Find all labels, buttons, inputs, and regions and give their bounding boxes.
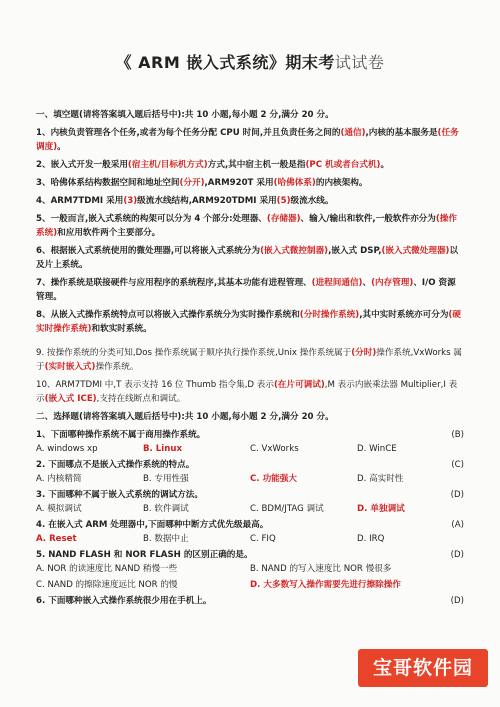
option-text: A. NOR 的读速度比 NAND 稍慢一些 — [36, 564, 178, 574]
answer-text: (内存管理) — [371, 278, 414, 288]
option-row — [36, 472, 464, 486]
fill-question — [36, 176, 464, 190]
answer-text: (嵌入式 ICE) — [44, 394, 97, 404]
question-text: 5. NAND FLASH 和 NOR FLASH 的区别正确的是。 — [36, 550, 253, 560]
option-text: B. 数据中止 — [143, 534, 189, 544]
answer-text: (硬实时操作系统) — [36, 310, 461, 334]
option-text: C. FIQ — [250, 534, 276, 544]
answer-text: (PC 机或者台式机) — [305, 160, 381, 170]
option-text: B. Linux — [143, 444, 183, 454]
question-text: 2、嵌入式开发一般采用 — [36, 160, 128, 170]
option-text: B. NAND 的写入速度比 NOR 慢很多 — [250, 564, 392, 574]
option-text: A. Reset — [36, 534, 77, 544]
option-row — [36, 442, 464, 456]
choice-question — [36, 548, 464, 562]
option-text: A. windows xp — [36, 444, 98, 454]
fill-question — [36, 244, 464, 272]
choice-question — [36, 594, 464, 608]
page-title: 《 ARM 嵌入式系统》期末考试试卷 — [115, 53, 385, 72]
question-text: 3、哈佛体系结构数据空间和地址空间 — [36, 178, 180, 188]
question-text: ,支持在线断点和调试。 — [96, 394, 186, 404]
question-text: 的内核架构。 — [315, 178, 368, 188]
answer-text: (通信) — [340, 128, 366, 138]
question-text: ,M 表示内嵌乘法器 Multiplier,I 表示 — [36, 380, 458, 404]
fill-question — [36, 378, 464, 406]
option-text: D. WinCE — [357, 444, 397, 454]
option-text: C. VxWorks — [250, 444, 299, 454]
option-text: C. NAND 的擦除速度远比 NOR 的慢 — [36, 580, 178, 590]
answer-text: (D) — [450, 490, 464, 500]
question-text: ,嵌入式 DSP, — [328, 246, 382, 256]
choice-questions — [36, 428, 464, 608]
question-text: 操作系统。 — [95, 362, 139, 372]
question-text: 2. 下面哪点不是嵌入式操作系统的特点。 — [36, 460, 195, 470]
option-row — [36, 502, 464, 516]
answer-text: (在片可调试) — [273, 380, 325, 390]
fill-question — [36, 308, 464, 336]
option-text: D. 单独调试 — [357, 504, 405, 514]
section-heading-fill: 一、填空题(请将答案填入题后括号中):共 10 小题,每小题 2 分,满分 20 分。 — [36, 110, 334, 120]
fill-question — [36, 158, 464, 172]
answer-text: (哈佛体系) — [273, 178, 316, 188]
option-text: C. BDM/JTAG 调试 — [250, 504, 324, 514]
question-text: 7、操作系统是联接硬件与应用程序的系统程序,其基本功能有进程管理、 — [36, 278, 312, 288]
option-text: D. 高实时性 — [357, 474, 404, 484]
option-row — [36, 562, 464, 576]
exam-content — [36, 108, 464, 608]
choice-question — [36, 518, 464, 532]
answer-text: (分时操作系统) — [299, 310, 360, 320]
answer-text: (任务调度) — [36, 128, 459, 152]
answer-text: (宿主机/目标机方式) — [127, 160, 208, 170]
question-text: 级流水线。 — [290, 196, 334, 206]
question-text: 。 — [57, 142, 66, 152]
fill-question — [36, 212, 464, 240]
question-text: 操作系统,VxWorks 属于 — [36, 348, 462, 372]
question-text: 10、ARM7TDMI 中,T 表示支持 16 位 Thumb 指令集,D 表示 — [36, 380, 274, 390]
fill-question — [36, 126, 464, 154]
question-text: ,内核的基本服务是 — [365, 128, 438, 138]
question-text: 、I/O 资源管理。 — [36, 278, 456, 302]
answer-text: (C) — [451, 460, 464, 470]
answer-text: (存储器) — [266, 214, 301, 224]
question-text: 4. 在嵌入式 ARM 处理器中,下面哪种中断方式优先级最高。 — [36, 520, 269, 530]
question-text: 、 — [362, 278, 372, 288]
choice-question — [36, 428, 464, 442]
answer-text: (操作系统) — [36, 214, 457, 238]
option-text: D. 大多数写入操作需要先进行擦除操作 — [250, 580, 401, 590]
choice-question — [36, 458, 464, 472]
choice-question — [36, 488, 464, 502]
fill-question — [36, 346, 464, 374]
option-row — [36, 578, 464, 592]
fill-questions — [36, 126, 464, 406]
question-text: 9. 按操作系统的分类可知,Dos 操作系统属于顺序执行操作系统,Unix 操作系统属于 — [36, 348, 352, 358]
answer-text: (分时) — [351, 348, 377, 358]
option-row — [36, 532, 464, 546]
option-text: B. 专用性强 — [143, 474, 189, 484]
question-text: 3. 下面哪种不属于嵌入式系统的调试方法。 — [36, 490, 203, 500]
answer-text: (5) — [276, 196, 291, 206]
question-text: 和软实时系统。 — [91, 324, 152, 334]
option-text: C. 功能强大 — [250, 474, 297, 484]
question-text: 6. 下面哪种嵌入式操作系统很少用在手机上。 — [36, 596, 212, 606]
question-text: 级流水线结构,ARM920TDMI 采用 — [137, 196, 277, 206]
question-text: 8、从嵌入式操作系统特点可以将嵌入式操作系统分为实时操作系统和 — [36, 310, 300, 320]
question-text: 5、一般而言,嵌入式系统的构架可以分为 4 个部分:处理器、 — [36, 214, 267, 224]
fill-question — [36, 276, 464, 304]
question-text: 6、根据嵌入式系统使用的微处理器,可以将嵌入式系统分为 — [36, 246, 261, 256]
question-text: 以及片上系统。 — [36, 246, 459, 270]
answer-text: (B) — [451, 430, 464, 440]
answer-text: (进程间通信) — [311, 278, 363, 288]
answer-text: (嵌入式微处理器) — [381, 246, 450, 256]
section-heading-choice: 二、选择题(请将答案填入题后括号中):共 10 小题,每小题 2 分,满分 20 分。 — [36, 412, 334, 422]
answer-text: (D) — [450, 596, 464, 606]
question-text: ,其中实时系统亦可分为 — [359, 310, 449, 320]
question-text: ,ARM920T 采用 — [204, 178, 274, 188]
question-text: 1、内核负责管理各个任务,或者为每个任务分配 CPU 时间,并且负责任务之间的 — [36, 128, 341, 138]
question-text: 和应用软件两个主要部分。 — [57, 228, 161, 238]
question-text: 1、下面哪种操作系统不属于商用操作系统。 — [36, 430, 206, 440]
option-text: A. 模拟调试 — [36, 504, 82, 514]
answer-text: (D) — [450, 550, 464, 560]
question-text: 4、ARM7TDMI 采用 — [36, 196, 124, 206]
answer-text: (实时嵌入式) — [44, 362, 96, 372]
question-text: 、输入/输出和软件,一般软件亦分为 — [300, 214, 436, 224]
answer-text: (嵌入式微控制器) — [260, 246, 329, 256]
option-text: D. IRQ — [357, 534, 385, 544]
answer-text: (3) — [123, 196, 138, 206]
option-text: A. 内核精简 — [36, 474, 82, 484]
option-text: B. 软件调试 — [143, 504, 189, 514]
answer-text: (A) — [451, 520, 464, 530]
watermark-logo: 宝哥软件园 — [358, 649, 488, 687]
fill-question — [36, 194, 464, 208]
question-text: 方式,其中宿主机一般是指 — [207, 160, 306, 170]
question-text: 。 — [380, 160, 390, 170]
answer-text: (分开) — [179, 178, 205, 188]
